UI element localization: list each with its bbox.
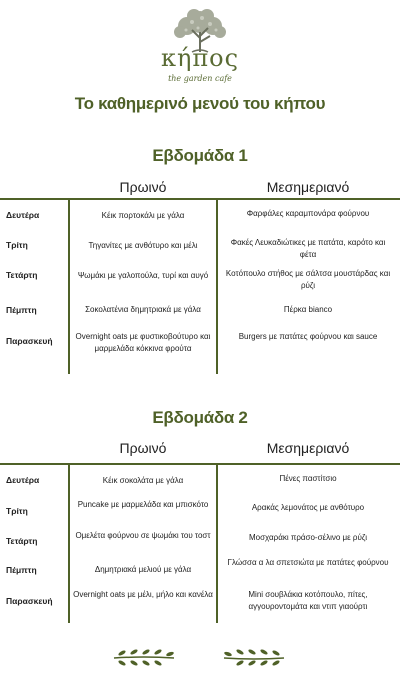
week-2-column-divider <box>216 463 218 623</box>
week-2-mon-lunch: Πένες παστίτσιο <box>279 474 337 483</box>
week-2-day-wed: Τετάρτη <box>6 536 38 546</box>
week-2-breakfast-header: Πρωινό <box>119 440 167 456</box>
week-1-wed-breakfast: Ψωμάκι με γαλοπούλα, τυρί και αυγό <box>77 271 209 280</box>
week-2-day-thu: Πέμπτη <box>6 565 37 575</box>
week-2-fri-lunch: Mini σουβλάκια κοτόπουλο, πίτες, αγγουροντομάτα και ντιπ γιαούρτι <box>248 590 368 611</box>
week-2-divider <box>0 463 400 465</box>
week-1-day-mon: Δευτέρα <box>6 210 40 220</box>
week-1-column-divider <box>216 198 218 374</box>
week-1-fri-breakfast: Overnight oats με φυστικοβούτυρο και μαρμελάδα κόκκινα φρούτα <box>75 332 211 353</box>
week-1-breakfast-header: Πρωινό <box>119 179 167 195</box>
week-1-day-fri: Παρασκευή <box>6 336 53 346</box>
week-1-tue-lunch: Φακές Λευκαδιώτικες με πατάτα, καρότο και φέτα <box>230 238 386 259</box>
olive-branch-icon <box>112 647 176 669</box>
week-1-day-thu: Πέμπτη <box>6 305 37 315</box>
week-1-lunch-header: Μεσημεριανό <box>266 179 350 195</box>
week-2-day-tue: Τρίτη <box>6 506 28 516</box>
olive-branch-icon <box>222 647 286 669</box>
week-2-tue-lunch: Αρακάς λεμονάτος με ανθότυρο <box>251 503 365 512</box>
week-1-thu-lunch: Πέρκα bianco <box>283 305 333 314</box>
page-title: Το καθημερινό μενού του κήπου <box>74 94 326 113</box>
week-1-wed-lunch: Κοτόπουλο στήθος με σάλτσα μουστάρδας και ρύζι <box>225 269 391 290</box>
week-1-fri-lunch: Burgers με πατάτες φούρνου και sauce <box>238 332 378 341</box>
week-2-tue-breakfast: Puncake με μαρμελάδα και μπισκότο <box>77 500 209 509</box>
week-2-lunch-header: Μεσημεριανό <box>266 440 350 456</box>
week-2-wed-breakfast: Ομελέτα φούρνου σε ψωμάκι του τοστ <box>75 531 211 540</box>
week-1-title: Εβδομάδα 1 <box>152 146 248 165</box>
week-1-divider <box>0 198 400 200</box>
week-1-mon-breakfast: Κέικ πορτοκάλι με γάλα <box>101 211 185 220</box>
week-1-thu-breakfast: Σοκολατένια δημητριακά με γάλα <box>85 305 201 314</box>
week-2-thu-lunch: Γλώσσα α λα σπετσιώτα με πατάτες φούρνου <box>227 558 389 567</box>
week-2-wed-lunch: Μοσχαράκι πράσο-σέλινο με ρύζι <box>248 533 368 542</box>
week-2-day-fri: Παρασκευή <box>6 596 53 606</box>
week-2-day-mon: Δευτέρα <box>6 475 40 485</box>
week-2-fri-breakfast: Overnight oats με μέλι, μήλο και κανέλα <box>73 590 213 599</box>
logo-tagline: the garden cafe <box>168 74 232 83</box>
week-2-title: Εβδομάδα 2 <box>152 408 248 427</box>
week-1-mon-lunch: Φαρφάλες καραμπονάρα φούρνου <box>246 209 370 218</box>
week-1-day-wed: Τετάρτη <box>6 270 38 280</box>
week-2-mon-breakfast: Κέικ σοκολάτα με γάλα <box>102 476 184 485</box>
week-1-tue-breakfast: Τηγανίτες με ανθότυρο και μέλι <box>88 241 198 250</box>
week-2-thu-breakfast: Δημητριακά μελιού με γάλα <box>94 565 192 574</box>
logo-name: κήπος <box>160 44 240 72</box>
week-1-day-tue: Τρίτη <box>6 240 28 250</box>
